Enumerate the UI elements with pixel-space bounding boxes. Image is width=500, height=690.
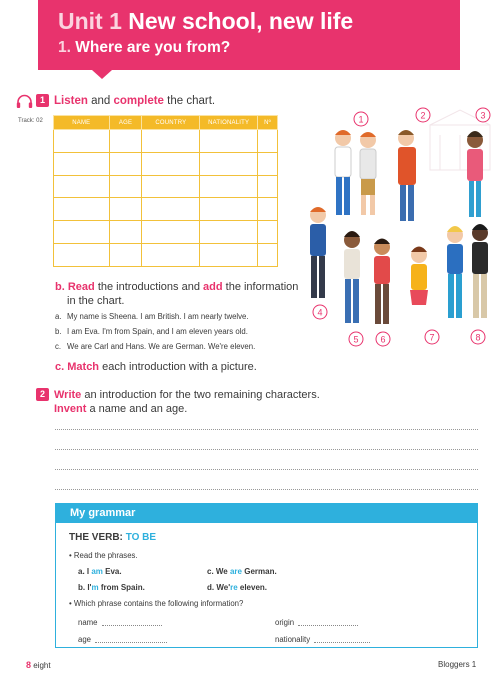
chart-cell[interactable] [142, 130, 200, 153]
exercise-number: 1 [36, 94, 49, 107]
instruction-text: and [91, 95, 111, 107]
phrase-text: b. I' [78, 583, 92, 592]
child-figure [410, 247, 428, 306]
item-letter: c. [55, 341, 62, 351]
marker-2 [416, 108, 430, 122]
phrase-highlight: am [91, 567, 103, 576]
writing-line[interactable] [55, 449, 478, 450]
item-letter: b. [55, 326, 62, 336]
field-label: name [78, 618, 98, 627]
exercise-letter: b. [55, 281, 65, 293]
svg-text:1: 1 [358, 114, 364, 125]
verb-invent: Invent [54, 403, 87, 415]
marker-1 [354, 112, 368, 126]
grammar-phrase [207, 567, 277, 576]
field-label: age [78, 635, 92, 644]
children-illustration [290, 105, 498, 350]
svg-text:5: 5 [353, 334, 359, 345]
banner-tail [92, 70, 112, 79]
verb-name: TO BE [125, 532, 157, 543]
verb-complete: complete [113, 95, 164, 107]
phrase-text: German. [242, 567, 277, 576]
item-text: My name is Sheena. I am British. I am nearly twelve. [67, 312, 249, 321]
unit-title-text: New school, new life [128, 8, 354, 34]
headphones-icon [16, 94, 33, 109]
phrase-text: eleven. [237, 583, 268, 592]
chart-row [54, 243, 278, 266]
lesson-title [58, 39, 230, 57]
exercise-number: 2 [36, 388, 49, 401]
chart-cell[interactable] [258, 152, 278, 175]
list-item [55, 325, 255, 340]
child-figure [374, 239, 390, 325]
list-item [55, 340, 255, 355]
exercise-b-instruction [55, 280, 315, 308]
verb-add: add [203, 281, 223, 293]
chart-cell[interactable] [54, 130, 110, 153]
page-word: eight [33, 661, 51, 670]
chart-cell[interactable] [109, 221, 142, 244]
writing-line[interactable] [55, 429, 478, 430]
instruction-text: a name and an age. [89, 403, 188, 415]
chart-cell[interactable] [109, 175, 142, 198]
chart-cell[interactable] [258, 221, 278, 244]
item-letter: a. [55, 312, 62, 321]
phrase-highlight: m [91, 583, 99, 592]
chart-cell[interactable] [258, 198, 278, 221]
exercise-letter: c. [55, 361, 65, 373]
chart-cell[interactable] [200, 175, 258, 198]
grammar-title: My grammar [56, 504, 477, 523]
grammar-phrase [78, 567, 122, 576]
chart-cell[interactable] [200, 130, 258, 153]
chart-cell[interactable] [109, 130, 142, 153]
svg-text:8: 8 [475, 332, 481, 343]
marker-7 [425, 330, 439, 344]
phrase-text: from Spain. [98, 583, 145, 592]
instruction-text: the chart. [167, 95, 216, 107]
chart-cell[interactable] [54, 243, 110, 266]
marker-6 [376, 332, 390, 346]
chart-header: AGE [109, 116, 142, 130]
exercise-c-instruction [55, 361, 257, 373]
chart-cell[interactable] [142, 175, 200, 198]
field-name [78, 618, 162, 627]
chart-cell[interactable] [109, 198, 142, 221]
svg-text:6: 6 [380, 334, 386, 345]
introductions-list [55, 310, 255, 354]
grammar-box [55, 503, 478, 648]
child-figure [335, 130, 351, 215]
verb-write: Write [54, 389, 82, 401]
chart-cell[interactable] [54, 175, 110, 198]
field-age [78, 635, 167, 644]
field-label: origin [275, 618, 295, 627]
chart-cell[interactable] [258, 175, 278, 198]
chart-cell[interactable] [258, 130, 278, 153]
item-text: I am Eva. I'm from Spain, and I am eleven years old. [67, 326, 248, 336]
chart-cell[interactable] [200, 152, 258, 175]
phrase-text: d. We' [207, 583, 231, 592]
chart-header: NAME [54, 116, 110, 130]
phrase-text: a. I [78, 567, 92, 576]
phrase-text: c. We [207, 567, 230, 576]
chart-row [54, 221, 278, 244]
phrase-highlight: are [229, 567, 242, 576]
answer-line[interactable] [314, 642, 370, 643]
chart-cell[interactable] [54, 152, 110, 175]
chart-cell[interactable] [54, 198, 110, 221]
child-figure [398, 130, 416, 221]
phrase-text: Eva. [102, 567, 122, 576]
chart-row [54, 198, 278, 221]
page-number: 8 [26, 660, 32, 670]
field-label: nationality [275, 635, 311, 644]
svg-text:4: 4 [317, 307, 323, 318]
answer-line[interactable] [102, 625, 162, 626]
marker-3 [476, 108, 490, 122]
chart-cell[interactable] [142, 221, 200, 244]
verb-heading [69, 532, 156, 543]
svg-text:7: 7 [429, 332, 435, 343]
instruction-text: the introductions and [97, 281, 200, 293]
verb-prefix: THE VERB: [69, 532, 123, 543]
marker-4 [313, 305, 327, 319]
chart-cell[interactable] [142, 152, 200, 175]
svg-text:3: 3 [480, 110, 486, 121]
grammar-phrase [78, 583, 145, 592]
chart-cell[interactable] [54, 221, 110, 244]
item-text: We are Carl and Hans. We are German. We're eleven. [67, 341, 256, 351]
list-item [55, 310, 255, 325]
chart-cell[interactable] [258, 243, 278, 266]
info-chart [53, 115, 278, 267]
verb-match: Match [67, 361, 100, 373]
instruction-text: the information [225, 281, 299, 293]
field-origin [275, 618, 358, 627]
exercise-2-instruction [36, 388, 320, 416]
writing-line[interactable] [55, 469, 478, 470]
chart-cell[interactable] [109, 243, 142, 266]
chart-cell[interactable] [142, 243, 200, 266]
chart-row [54, 152, 278, 175]
phrase-highlight: re [230, 583, 238, 592]
lesson-title-text: Where are you from? [75, 39, 231, 56]
field-nationality [275, 635, 370, 644]
child-figure [344, 231, 360, 323]
child-figure [467, 131, 483, 217]
chart-header: Nº [258, 116, 278, 130]
chart-row [54, 130, 278, 153]
unit-label: Unit 1 [58, 8, 122, 34]
chart-header: COUNTRY [142, 116, 200, 130]
chart-header-row [54, 116, 278, 130]
chart-row [54, 175, 278, 198]
marker-8 [471, 330, 485, 344]
track-label: Track: 02 [18, 118, 43, 124]
page-footer [26, 660, 51, 670]
instruction-text: an introduction for the two remaining characters. [84, 389, 320, 401]
chart-cell[interactable] [200, 221, 258, 244]
verb-listen: Listen [54, 95, 88, 107]
answer-line[interactable] [298, 625, 358, 626]
marker-5 [349, 332, 363, 346]
book-title: Bloggers 1 [438, 660, 477, 669]
child-figure [472, 224, 488, 318]
lesson-number: 1. [58, 39, 71, 56]
unit-title [58, 8, 353, 35]
instruction-text: each introduction with a picture. [102, 361, 257, 373]
chart-cell[interactable] [142, 198, 200, 221]
child-figure [310, 207, 326, 298]
chart-cell[interactable] [109, 152, 142, 175]
chart-cell[interactable] [200, 243, 258, 266]
svg-text:2: 2 [420, 110, 426, 121]
chart-header: NATIONALITY [200, 116, 258, 130]
instruction-text: in the chart. [67, 295, 125, 307]
chart-cell[interactable] [200, 198, 258, 221]
exercise-1-instruction [36, 94, 215, 107]
child-figure [360, 132, 376, 215]
grammar-bullet: • Which phrase contains the following information? [69, 599, 244, 608]
answer-line[interactable] [95, 642, 167, 643]
verb-read: Read [67, 281, 95, 293]
grammar-phrase [207, 583, 267, 592]
grammar-bullet: • Read the phrases. [69, 551, 138, 560]
writing-line[interactable] [55, 489, 478, 490]
child-figure [447, 226, 463, 318]
